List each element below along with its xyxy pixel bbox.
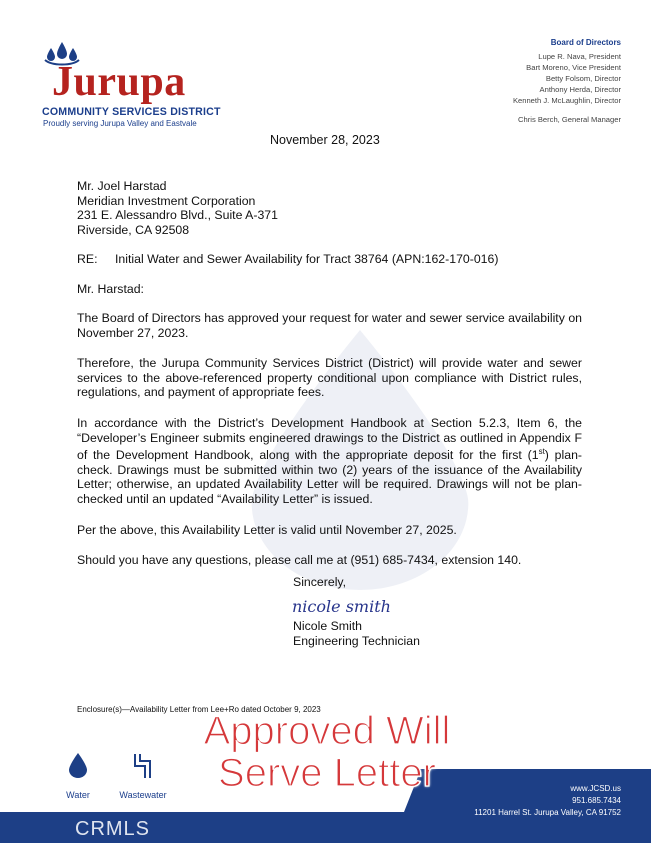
paragraph-part: In accordance with the District’s Development Handbook at Section 5.2.3, Item 6, the “Developer’s Engineer submits engineered drawings to the District as outlined in Appendix F of the Development Handbook, along with the appropriate deposit for the first (1 [77,415,582,463]
stamp-line: Serve Letter [218,751,436,795]
service-label: Water [66,790,90,800]
address-line: Riverside, CA 92508 [77,222,190,237]
paragraph [77,416,582,507]
stamp-line: Approved Will [203,709,451,753]
logo-subtitle: COMMUNITY SERVICES DISTRICT [42,106,221,118]
board-member: Bart Moreno, Vice President [526,63,621,72]
footer-website: www.JCSD.us [570,784,621,793]
board-member: Anthony Herda, Director [539,85,621,94]
signer-title: Engineering Technician [293,634,420,648]
service-label: Wastewater [119,790,167,800]
re-label: RE: [77,252,98,266]
re-subject: Initial Water and Sewer Availability for Tract 38764 (APN:162-170-016) [115,252,499,266]
paragraph: Per the above, this Availability Letter is valid until November 27, 2025. [77,522,457,537]
board-heading: Board of Directors [550,38,621,47]
address-line: Meridian Investment Corporation [77,193,256,208]
paragraph: Therefore, the Jurupa Community Services District (District) will provide water and sewer services to the above-referenced property conditional upon compliance with District rules, regulations, and payment of appropriate fees. [77,356,582,400]
logo-tagline: Proudly serving Jurupa Valley and Eastvale [43,119,197,128]
paragraph: Should you have any questions, please call me at (951) 685-7434, extension 140. [77,553,522,568]
logo-name: Jurupa [52,59,186,105]
board-member: Betty Folsom, Director [545,74,621,83]
board-of-directors [401,37,621,125]
general-manager: Chris Berch, General Manager [518,115,621,124]
letter-body [77,311,582,584]
approved-stamp-overlay [172,710,482,794]
water-drop-icon [68,752,88,778]
footer-contact [474,783,621,819]
footer-service-wastewater [113,752,173,800]
board-member: Kenneth J. McLaughlin, Director [512,96,621,105]
footer-service-water [60,752,96,800]
enclosure-note: Enclosure(s)—Availability Letter from Lee+Ro dated October 9, 2023 [77,705,321,714]
paragraph: The Board of Directors has approved your request for water and sewer service availability on November 27, 2023. [77,311,582,340]
footer-phone: 951.685.7434 [572,796,621,805]
recipient-address [77,179,582,237]
salutation: Mr. Harstad: [77,282,144,296]
paragraph-part: ) plan-check. Drawings must be submitted within two (2) years of the issuance of the Availability Letter; otherwise, an updated Availability Letter will be required. Drawings will not be plan-checked until an updated “Availability Letter” is issued. [77,448,582,507]
board-member: Lupe R. Nava, President [538,52,621,61]
address-line: Mr. Joel Harstad [77,179,167,193]
footer-address: 11201 Harrel St. Jurupa Valley, CA 91752 [474,808,621,817]
signer-name: Nicole Smith [293,619,363,633]
pipe-icon [131,752,155,780]
signature: nicole smith [292,597,391,616]
superscript: st [538,447,545,457]
re-line [77,252,582,267]
mls-watermark: CRMLS [75,818,151,840]
closing: Sincerely, [293,575,347,589]
address-line: 231 E. Alessandro Blvd., Suite A-371 [77,208,278,223]
letter-date: November 28, 2023 [270,133,380,147]
